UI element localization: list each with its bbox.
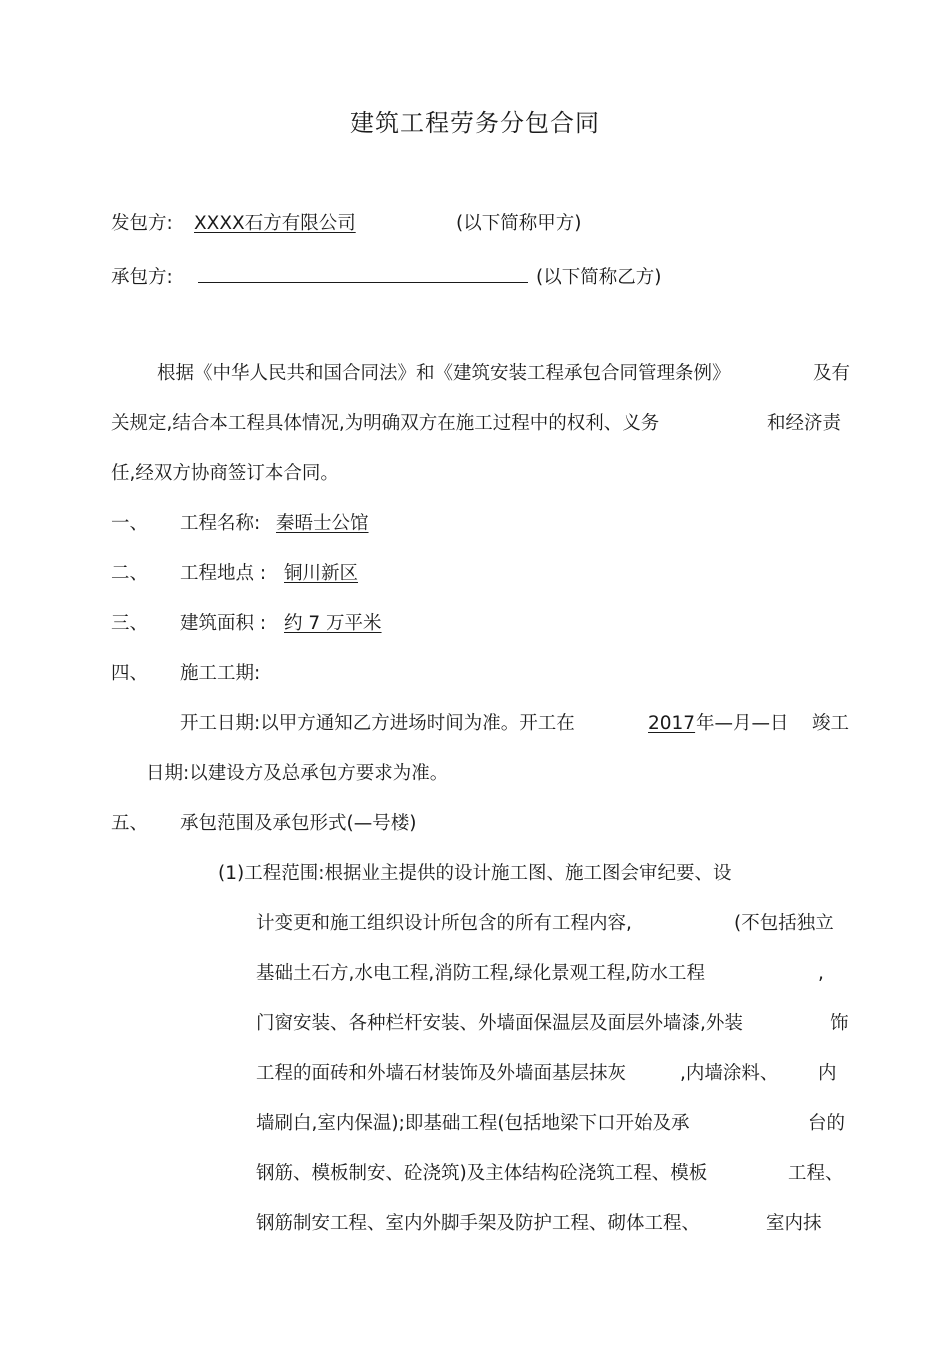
building-area: 约 7 万平米 (284, 613, 382, 634)
project-location: 铜川新区 (284, 563, 359, 584)
scope-line-1: (1)工程范围:根据业主提供的设计施工图、施工图会审纪要、设 (218, 863, 732, 884)
scope-line-8: 钢筋制安工程、室内外脚手架及防护工程、砌体工程、 (256, 1213, 701, 1234)
scope-line-2-end: (不包括独立 (734, 913, 834, 934)
item-5-label: 承包范围及承包形式(—号楼) (180, 813, 417, 834)
scope-line-7: 钢筋、模板制安、砼浇筑)及主体结构砼浇筑工程、模板 (256, 1163, 708, 1184)
item-5-number: 五、 (111, 813, 149, 834)
scope-line-3: 基础土石方,水电工程,消防工程,绿化景观工程,防水工程 (256, 963, 706, 984)
employer-name: XXXX石方有限公司 (194, 213, 356, 234)
item-2-number: 二、 (111, 563, 149, 584)
scope-line-5: 工程的面砖和外墙石材装饰及外墙面基层抹灰 (256, 1063, 627, 1084)
item-2-label: 工程地点 : (180, 563, 267, 584)
intro-line-3: 任,经双方协商签订本合同。 (111, 463, 339, 484)
scope-line-4: 门窗安装、各种栏杆安装、外墙面保温层及面层外墙漆,外装 (256, 1013, 743, 1034)
scope-line-5-end: 内 (818, 1063, 837, 1084)
intro-line-1-end: 及有 (813, 363, 851, 384)
scope-line-5-mid: ,内墙涂料、 (680, 1063, 779, 1084)
finish-date-text: 日期:以建设方及总承包方要求为准。 (146, 763, 449, 784)
contractor-label: 承包方: (111, 267, 173, 288)
scope-line-2: 计变更和施工组织设计所包含的所有工程内容, (256, 913, 632, 934)
item-3-number: 三、 (111, 613, 149, 634)
start-date-rest: 年—月—日 (696, 713, 789, 734)
item-1-label: 工程名称: (180, 513, 261, 534)
document-title: 建筑工程劳务分包合同 (350, 109, 600, 137)
finish-label: 竣工 (812, 713, 850, 734)
employer-label: 发包方: (111, 213, 173, 234)
intro-line-1: 根据《中华人民共和国合同法》和《建筑安装工程承包合同管理条例》 (157, 363, 731, 384)
scope-line-6-end: 台的 (808, 1113, 846, 1134)
contractor-alias: (以下简称乙方) (536, 267, 662, 288)
start-date-text: 开工日期:以甲方通知乙方进场时间为准。开工在 (180, 713, 575, 734)
scope-line-8-end: 室内抹 (766, 1213, 822, 1234)
scope-line-7-end: 工程、 (788, 1163, 844, 1184)
item-4-label: 施工工期: (180, 663, 261, 684)
intro-line-2: 关规定,结合本工程具体情况,为明确双方在施工过程中的权利、义务 (111, 413, 660, 434)
project-name: 秦晤士公馆 (276, 513, 369, 534)
item-4-number: 四、 (111, 663, 149, 684)
item-3-label: 建筑面积 : (180, 613, 267, 634)
employer-alias: (以下简称甲方) (456, 213, 582, 234)
scope-line-3-end: , (818, 963, 824, 984)
start-year: 2017 (648, 713, 696, 734)
scope-line-6: 墙刷白,室内保温);即基础工程(包括地梁下口开始及承 (256, 1113, 690, 1134)
contractor-name-blank (198, 266, 528, 290)
item-1-number: 一、 (111, 513, 149, 534)
intro-line-2-end: 和经济责 (767, 413, 842, 434)
scope-line-4-end: 饰 (830, 1013, 849, 1034)
